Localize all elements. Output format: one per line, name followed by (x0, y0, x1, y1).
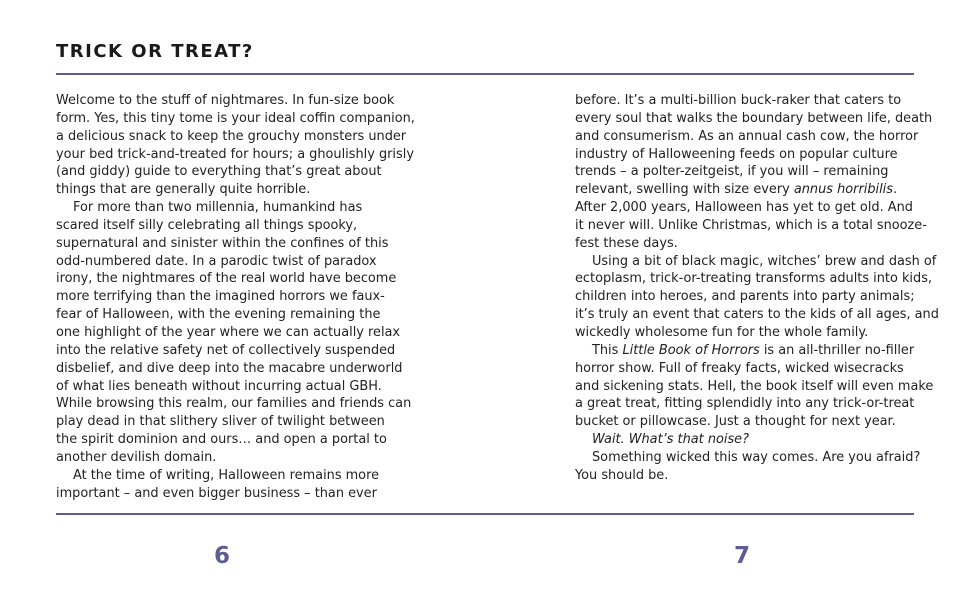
text-segment: a delicious snack to keep the grouchy monsters under (56, 128, 407, 144)
text-line (56, 92, 406, 110)
italic-text: annus horribilis (793, 182, 893, 198)
text-line (56, 128, 406, 146)
text-line (56, 110, 415, 128)
text-line (56, 342, 406, 360)
text-line (575, 342, 925, 360)
text-line (575, 413, 925, 431)
left-column-text (56, 92, 415, 502)
text-line (56, 288, 406, 306)
text-line (575, 270, 933, 288)
page-title: TRICK OR TREAT? (56, 41, 254, 62)
text-segment: it never will. Unlike Christmas, which is a total snooze- (575, 217, 927, 233)
text-line (575, 431, 925, 449)
text-segment: odd-numbered date. In a parodic twist of paradox (56, 253, 377, 269)
text-segment: Welcome to the stuff of nightmares. In fun-size book (56, 93, 395, 108)
text-segment: supernatural and sinister within the confines of this (56, 235, 389, 251)
text-line (56, 467, 406, 485)
text-segment: is an all-thriller no-filler (759, 342, 915, 358)
text-segment: You should be. (575, 467, 669, 483)
text-line (575, 360, 925, 378)
text-line (575, 181, 925, 199)
text-line (56, 378, 406, 396)
text-segment: . (892, 182, 898, 198)
text-segment: ectoplasm, trick-or-treating transforms adults into kids, (575, 271, 933, 287)
text-segment: wickedly wholesome fun for the whole family. (575, 324, 869, 340)
text-segment: play dead in that slithery sliver of twilight between (56, 414, 385, 430)
text-segment: For more than two millennia, humankind has (73, 200, 363, 216)
text-segment: children into heroes, and parents into party animals; (575, 289, 915, 305)
text-segment: This (592, 342, 623, 358)
text-segment: the spirit dominion and ours… and open a portal to (56, 432, 387, 448)
text-segment: Something wicked this way comes. Are you afraid? (592, 449, 921, 465)
text-line (575, 128, 925, 146)
text-line (56, 306, 406, 324)
text-segment: a great treat, fitting splendidly into any trick-or-treat (575, 396, 915, 412)
text-line (56, 253, 406, 271)
text-line (575, 449, 925, 467)
text-segment: Using a bit of black magic, witches’ brew and dash of (592, 253, 937, 269)
text-segment: After 2,000 years, Halloween has yet to get old. And (575, 200, 913, 216)
text-line (575, 163, 925, 181)
text-line (56, 360, 406, 378)
text-line (575, 288, 925, 306)
text-segment: every soul that walks the boundary between life, death (575, 110, 933, 126)
right-column-text (575, 92, 939, 485)
text-line (56, 449, 406, 467)
text-line (56, 485, 406, 503)
text-segment: and consumerism. As an annual cash cow, the horror (575, 128, 919, 144)
text-line (575, 235, 925, 253)
text-line (575, 146, 925, 164)
text-segment: relevant, swelling with size every (575, 182, 794, 198)
text-line (575, 253, 937, 271)
italic-text: Little Book of Horrors (622, 342, 760, 358)
text-segment: irony, the nightmares of the real world have become (56, 271, 397, 287)
text-segment: things that are generally quite horrible. (56, 182, 311, 198)
text-line (56, 431, 406, 449)
text-segment: industry of Halloweening feeds on popular culture (575, 146, 898, 162)
text-line (56, 413, 406, 431)
text-line (56, 270, 406, 288)
text-line (575, 306, 939, 324)
text-line (575, 92, 925, 110)
text-segment: before. It’s a multi-billion buck-raker that caters to (575, 93, 902, 108)
page-number-right: 7 (734, 543, 751, 569)
text-line (56, 163, 406, 181)
top-divider (56, 73, 914, 75)
page-number-left: 6 (214, 543, 231, 569)
text-segment: fear of Halloween, with the evening remaining the (56, 307, 381, 323)
text-segment: bucket or pillowcase. Just a thought for next year. (575, 414, 896, 430)
text-segment: important – and even bigger business – than ever (56, 485, 377, 501)
italic-text: Wait. What’s that noise? (592, 432, 749, 448)
text-line (575, 395, 925, 413)
text-line (575, 217, 925, 235)
text-segment: and sickening stats. Hell, the book itself will even make (575, 378, 934, 394)
text-segment: While browsing this realm, our families and friends can (56, 396, 412, 412)
text-line (575, 467, 925, 485)
text-line (575, 378, 934, 396)
text-segment: fest these days. (575, 235, 678, 251)
text-segment: into the relative safety net of collectively suspended (56, 342, 396, 358)
text-line (56, 146, 414, 164)
text-segment: of what lies beneath without incurring actual GBH. (56, 378, 382, 394)
text-line (575, 199, 925, 217)
text-segment: scared itself silly celebrating all things spooky, (56, 217, 358, 233)
text-line (56, 395, 412, 413)
text-segment: more terrifying than the imagined horrors we faux- (56, 289, 385, 305)
text-line (56, 199, 406, 217)
text-segment: horror show. Full of freaky facts, wicked wisecracks (575, 360, 904, 376)
text-line (575, 110, 933, 128)
text-segment: form. Yes, this tiny tome is your ideal coffin companion, (56, 110, 415, 126)
text-segment: your bed trick-and-treated for hours; a ghoulishly grisly (56, 146, 414, 162)
text-line (56, 324, 406, 342)
bottom-divider (56, 513, 914, 515)
text-segment: another devilish domain. (56, 449, 217, 465)
text-line (575, 324, 925, 342)
text-segment: one highlight of the year where we can actually relax (56, 324, 401, 340)
text-line (56, 217, 406, 235)
text-line (56, 235, 406, 253)
text-segment: At the time of writing, Halloween remains more (73, 467, 380, 483)
text-segment: disbelief, and dive deep into the macabre underworld (56, 360, 403, 376)
text-segment: trends – a polter-zeitgeist, if you will – remaining (575, 164, 889, 180)
text-segment: (and giddy) guide to everything that’s great about (56, 164, 382, 180)
text-segment: it’s truly an event that caters to the kids of all ages, and (575, 307, 939, 323)
text-line (56, 181, 406, 199)
